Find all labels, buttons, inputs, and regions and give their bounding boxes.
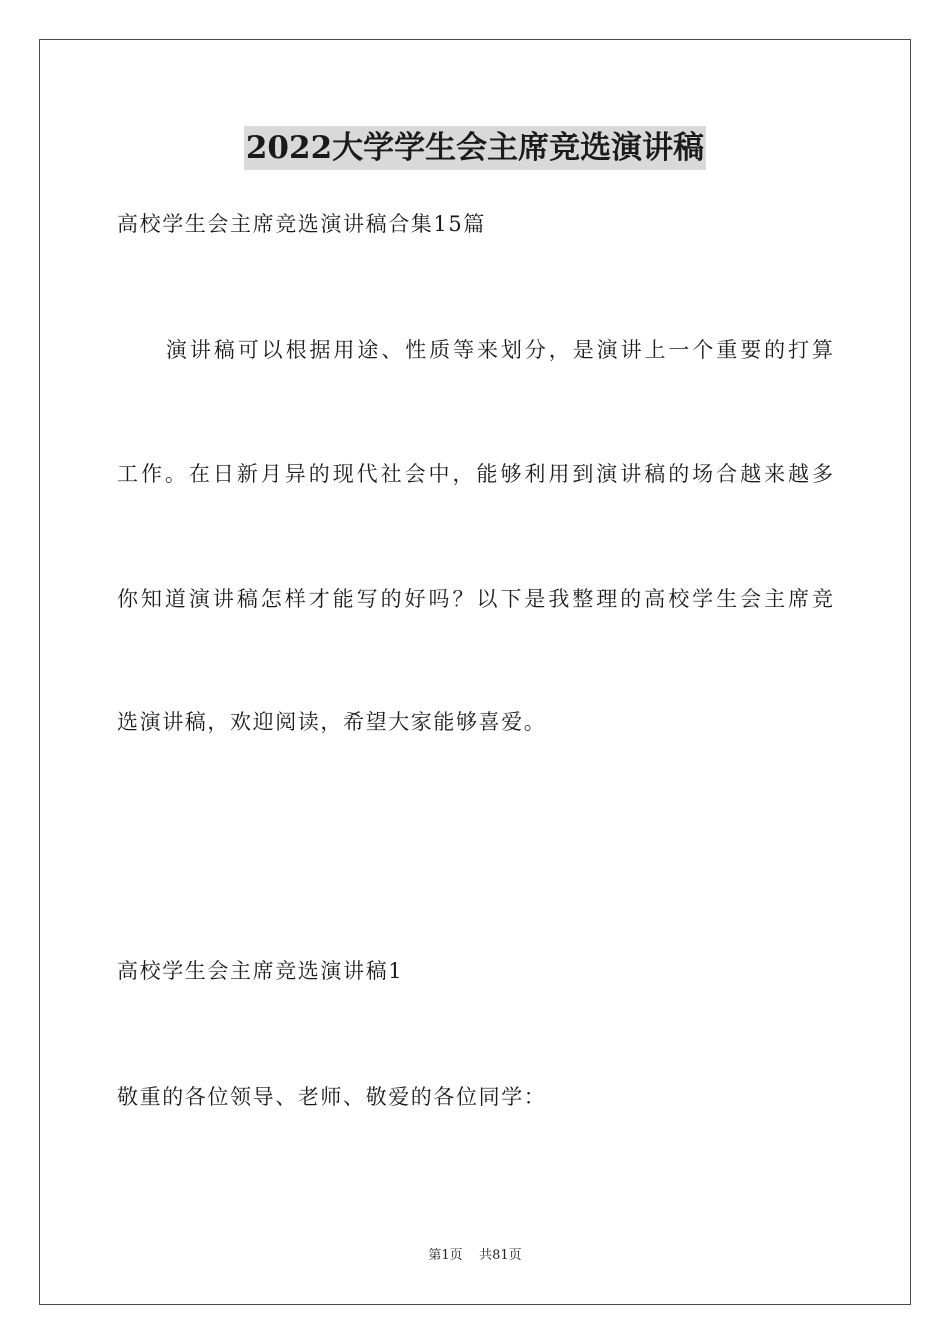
page-total: 共81页 (479, 1248, 522, 1263)
title-container (0, 126, 950, 170)
intro-paragraph-line-2: 工作。在日新月异的现代社会中，能够利用到演讲稿的场合越来越多 (117, 462, 833, 486)
intro-paragraph-line-3: 你知道演讲稿怎样才能写的好吗？以下是我整理的高校学生会主席竞 (117, 587, 833, 611)
intro-paragraph-line-1 (117, 335, 833, 365)
document-title: 2022大学学生会主席竞选演讲稿 (244, 126, 706, 170)
greeting-line: 敬重的各位领导、老师、敬爱的各位同学： (117, 1085, 547, 1109)
page-number: 第1页 (428, 1248, 463, 1263)
section-heading: 高校学生会主席竞选演讲稿1 (117, 959, 404, 983)
intro-line-1-text: 演讲稿可以根据用途、性质等来划分，是演讲上一个重要的打算 (163, 338, 833, 362)
page-footer (0, 1246, 950, 1266)
intro-paragraph-line-4: 选演讲稿，欢迎阅读，希望大家能够喜爱。 (117, 710, 547, 734)
document-subtitle: 高校学生会主席竞选演讲稿合集15篇 (117, 212, 486, 236)
